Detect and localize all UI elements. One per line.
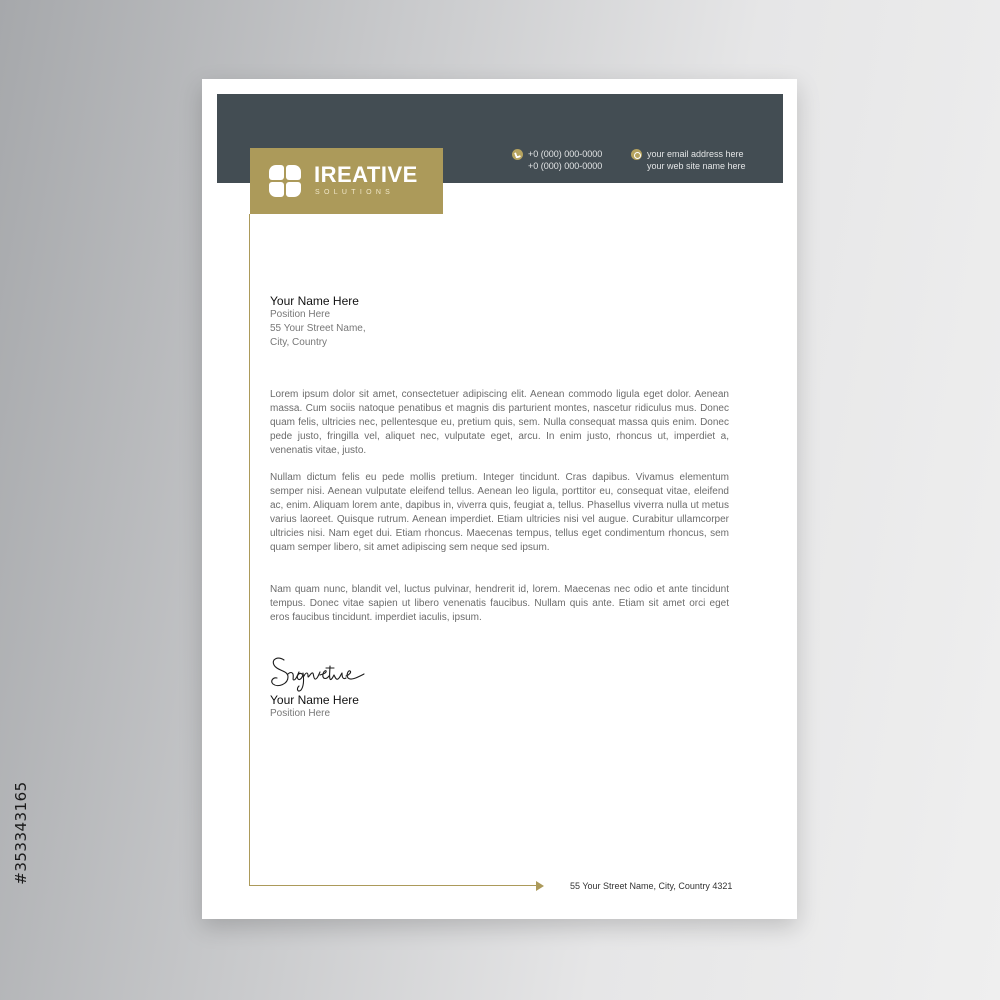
phone-icon bbox=[512, 149, 523, 160]
footer-address: 55 Your Street Name, City, Country 4321 bbox=[570, 881, 733, 891]
sender-street: 55 Your Street Name, bbox=[270, 323, 366, 334]
handwritten-signature bbox=[268, 650, 370, 694]
brand-tagline: SOLUTIONS bbox=[315, 189, 395, 196]
phone-contact bbox=[512, 148, 602, 172]
sender-name: Your Name Here bbox=[270, 294, 359, 308]
paragraph-text: Lorem ipsum dolor sit amet, consectetuer adipiscing elit. Aenean commodo ligula eget dolor. Aenean massa. Cum sociis natoque penatibus et magnis dis parturient montes, nascetur ridiculus mus. Donec quam felis, ultricies nec, pellentesque eu, pretium quis, sem. Nulla consequat massa quis enim. Donec pede justo, fringilla vel, aliquet nec, vulputate eget, arcu. In enim justo, rhoncus ut, imperdiet a, venenatis vitae, justo. bbox=[270, 389, 729, 456]
web-contact bbox=[631, 148, 746, 172]
logo-box bbox=[250, 148, 443, 214]
closing-name: Your Name Here bbox=[270, 693, 359, 707]
sender-city: City, Country bbox=[270, 337, 328, 348]
frame-vertical-line bbox=[249, 214, 250, 886]
body-paragraph-3 bbox=[270, 583, 729, 625]
body-paragraph-1 bbox=[270, 388, 729, 458]
closing-block bbox=[270, 693, 359, 721]
body-paragraph-2 bbox=[270, 471, 729, 555]
stock-id-text: #353343165 bbox=[12, 781, 30, 885]
email-address: your email address here bbox=[647, 149, 744, 159]
phone-number-2: +0 (000) 000-0000 bbox=[528, 161, 603, 171]
letterhead-page bbox=[202, 79, 797, 919]
four-rounded-squares-icon bbox=[269, 165, 301, 197]
website-address: your web site name here bbox=[647, 161, 746, 171]
globe-icon bbox=[631, 149, 642, 160]
closing-position: Position Here bbox=[270, 708, 331, 719]
web-lines bbox=[647, 148, 746, 172]
paragraph-text: Nam quam nunc, blandit vel, luctus pulvinar, hendrerit id, lorem. Maecenas nec odio et ante tincidunt tempus. Donec vitae sapien ut libero venenatis faucibus. Nullam quis ante. Etiam sit amet orci eget eros faucibus tincidunt. imperdiet iaculis, ipsum. bbox=[270, 584, 729, 623]
phone-lines bbox=[528, 148, 602, 172]
sender-position: Position Here bbox=[270, 309, 331, 320]
paragraph-text: Nullam dictum felis eu pede mollis pretium. Integer tincidunt. Cras dapibus. Vivamus elementum semper nisi. Aenean vulputate eleifend tellus. Aenean leo ligula, porttitor eu, consequat vitae, eleifend ac, enim. Aliquam lorem ante, dapibus in, viverra quis, feugiat a, tellus. Phasellus viverra nulla ut metus varius laoreet. Quisque rutrum. Aenean imperdiet. Etiam ultricies nisi vel augue. Curabitur ullamcorper ultricies nisi. Nam eget dui. Etiam rhoncus. Maecenas tempus, tellus eget condimentum rhoncus, sem quam semper libero, sit amet adipiscing sem neque sed ipsum. bbox=[270, 472, 729, 553]
phone-number-1: +0 (000) 000-0000 bbox=[528, 149, 603, 159]
sender-block bbox=[270, 294, 366, 350]
brand-name: IREATIVE bbox=[314, 162, 418, 187]
frame-bottom-line bbox=[249, 885, 537, 886]
arrow-right-icon bbox=[536, 881, 544, 891]
stock-id-label bbox=[6, 768, 36, 898]
